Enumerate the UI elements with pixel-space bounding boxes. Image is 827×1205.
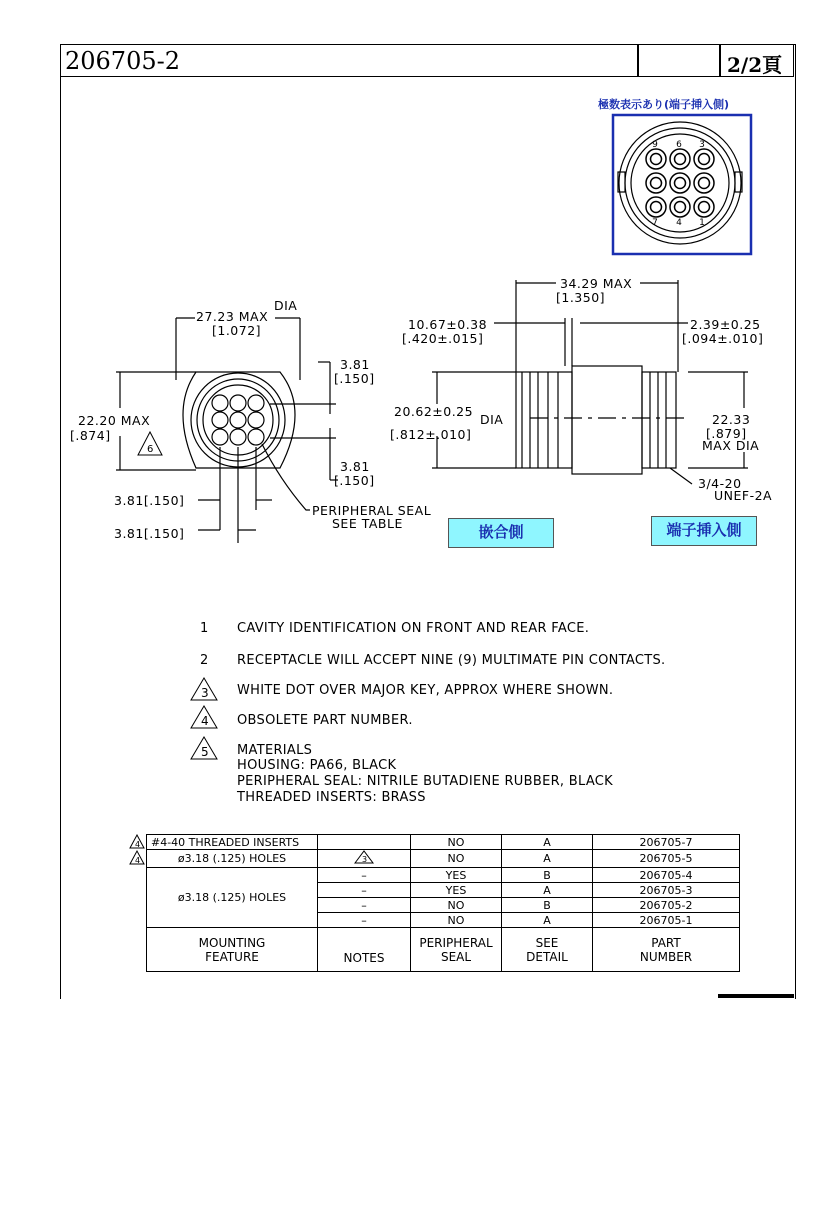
note-triangle [189, 676, 219, 702]
cavity-number: 4 [676, 218, 682, 228]
parts-table [146, 834, 740, 972]
header-detail: SEE DETAIL [502, 928, 593, 972]
cell-seal: NO [411, 835, 502, 850]
note-triangle [189, 735, 219, 761]
dim-body-dia-in: [.812±.010] [390, 427, 472, 442]
cell-detail: A [502, 913, 593, 928]
cell-detail: A [502, 883, 593, 898]
note-text: WHITE DOT OVER MAJOR KEY, APPROX WHERE SHOWN. [237, 683, 614, 698]
material-line: THREADED INSERTS: BRASS [237, 790, 426, 805]
doc-title: 206705-2 [65, 47, 180, 75]
dim-width-max: 27.23 MAX [196, 309, 269, 324]
cell-feature: ø3.18 (.125) HOLES [147, 850, 318, 868]
header-feature: MOUNTING FEATURE [147, 928, 318, 972]
table-header-row [147, 928, 740, 972]
dim-pitch-top-in: [.150] [334, 371, 375, 386]
dim-rear-dia-label: MAX DIA [702, 438, 760, 453]
note-number: 1 [200, 621, 209, 636]
svg-text:4: 4 [135, 856, 141, 865]
dim-thread-len-in: [.094±.010] [682, 331, 764, 346]
cavity-number: 7 [652, 218, 658, 228]
note-text: MATERIALS [237, 743, 313, 758]
header-seal: PERIPHERAL SEAL [411, 928, 502, 972]
cell-part: 206705-1 [593, 913, 740, 928]
svg-text:5: 5 [201, 745, 209, 759]
cell-seal: YES [411, 868, 502, 883]
note-text: RECEPTACLE WILL ACCEPT NINE (9) MULTIMATE PIN CONTACTS. [237, 653, 666, 668]
dim-pitch-top: 3.81 [340, 357, 370, 372]
cell-detail: A [502, 850, 593, 868]
cell-part: 206705-5 [593, 850, 740, 868]
svg-text:4: 4 [135, 840, 141, 849]
cavity-number: 3 [699, 140, 705, 150]
seal-callout-1: PERIPHERAL SEAL [312, 503, 432, 518]
dim-thread-len: 2.39±0.25 [690, 317, 761, 332]
material-line: HOUSING: PA66, BLACK [237, 758, 397, 773]
obsolete-flags [128, 834, 146, 866]
cell-seal: YES [411, 883, 502, 898]
cavity-number: 9 [652, 140, 658, 150]
dim-flange-in: [.420±.015] [402, 331, 484, 346]
dim-body-dia: 20.62±0.25 [394, 404, 474, 419]
cell-notes: – [318, 883, 411, 898]
cell-seal: NO [411, 850, 502, 868]
cell-notes: – [318, 898, 411, 913]
svg-text:3: 3 [201, 686, 209, 700]
dim-width-max-in: [1.072] [212, 323, 262, 338]
dim-height-max-in: [.874] [70, 428, 111, 443]
dim-pitch-bottom-in: [.150] [334, 473, 375, 488]
table-row [147, 835, 740, 850]
page-number: 2/2頁 [727, 53, 783, 77]
polarity-note: 極数表示あり(端子挿入側) [598, 98, 730, 111]
cell-seal: NO [411, 913, 502, 928]
dim-overall-max: 34.29 MAX [560, 276, 633, 291]
note-triangle [353, 850, 375, 864]
note-triangle [189, 704, 219, 730]
cell-notes [318, 835, 411, 850]
cell-detail: B [502, 868, 593, 883]
cell-part: 206705-2 [593, 898, 740, 913]
material-line: PERIPHERAL SEAL: NITRILE BUTADIENE RUBBER, BLACK [237, 774, 613, 789]
header-notes: NOTES [318, 928, 411, 972]
dim-body-dia-label: DIA [480, 412, 504, 427]
thread-spec-2: UNEF-2A [714, 488, 773, 503]
cell-notes [318, 850, 411, 868]
note-text: CAVITY IDENTIFICATION ON FRONT AND REAR FACE. [237, 621, 590, 636]
note-flag-number: 6 [147, 444, 154, 455]
svg-text:4: 4 [201, 714, 209, 728]
thread-spec-1: 3/4-20 [698, 476, 742, 491]
dim-pitch-h2: 3.81[.150] [114, 526, 185, 541]
cavity-number: 1 [699, 218, 705, 228]
inset-contact-cavities [646, 149, 714, 217]
dim-pitch-h1: 3.81[.150] [114, 493, 185, 508]
mating-side-label: 嵌合側 [448, 518, 554, 548]
cell-seal: NO [411, 898, 502, 913]
cell-part: 206705-3 [593, 883, 740, 898]
cell-detail: A [502, 835, 593, 850]
cell-feature: ø3.18 (.125) HOLES [147, 868, 318, 928]
header-part: PART NUMBER [593, 928, 740, 972]
dim-height-max: 22.20 MAX [78, 413, 151, 428]
svg-text:3: 3 [362, 855, 368, 864]
dim-overall-max-in: [1.350] [556, 290, 606, 305]
dim-rear-dia: 22.33 [712, 412, 751, 427]
dim-dia-label: DIA [274, 298, 298, 313]
dim-pitch-bottom: 3.81 [340, 459, 370, 474]
front-view [116, 318, 338, 543]
cell-detail: B [502, 898, 593, 913]
note-text: OBSOLETE PART NUMBER. [237, 713, 413, 728]
seal-callout-2: SEE TABLE [332, 516, 403, 531]
cell-part: 206705-4 [593, 868, 740, 883]
terminal-side-label: 端子挿入側 [651, 516, 757, 546]
cell-part: 206705-7 [593, 835, 740, 850]
note-number: 2 [200, 653, 209, 668]
dim-rear-dia-in: [.879] [706, 426, 747, 441]
cavity-number: 6 [676, 140, 682, 150]
table-row [147, 868, 740, 883]
cell-notes: – [318, 913, 411, 928]
table-row [147, 850, 740, 868]
cell-notes: – [318, 868, 411, 883]
cell-feature: #4-40 THREADED INSERTS [147, 835, 318, 850]
side-view [432, 280, 751, 484]
dim-flange: 10.67±0.38 [408, 317, 488, 332]
